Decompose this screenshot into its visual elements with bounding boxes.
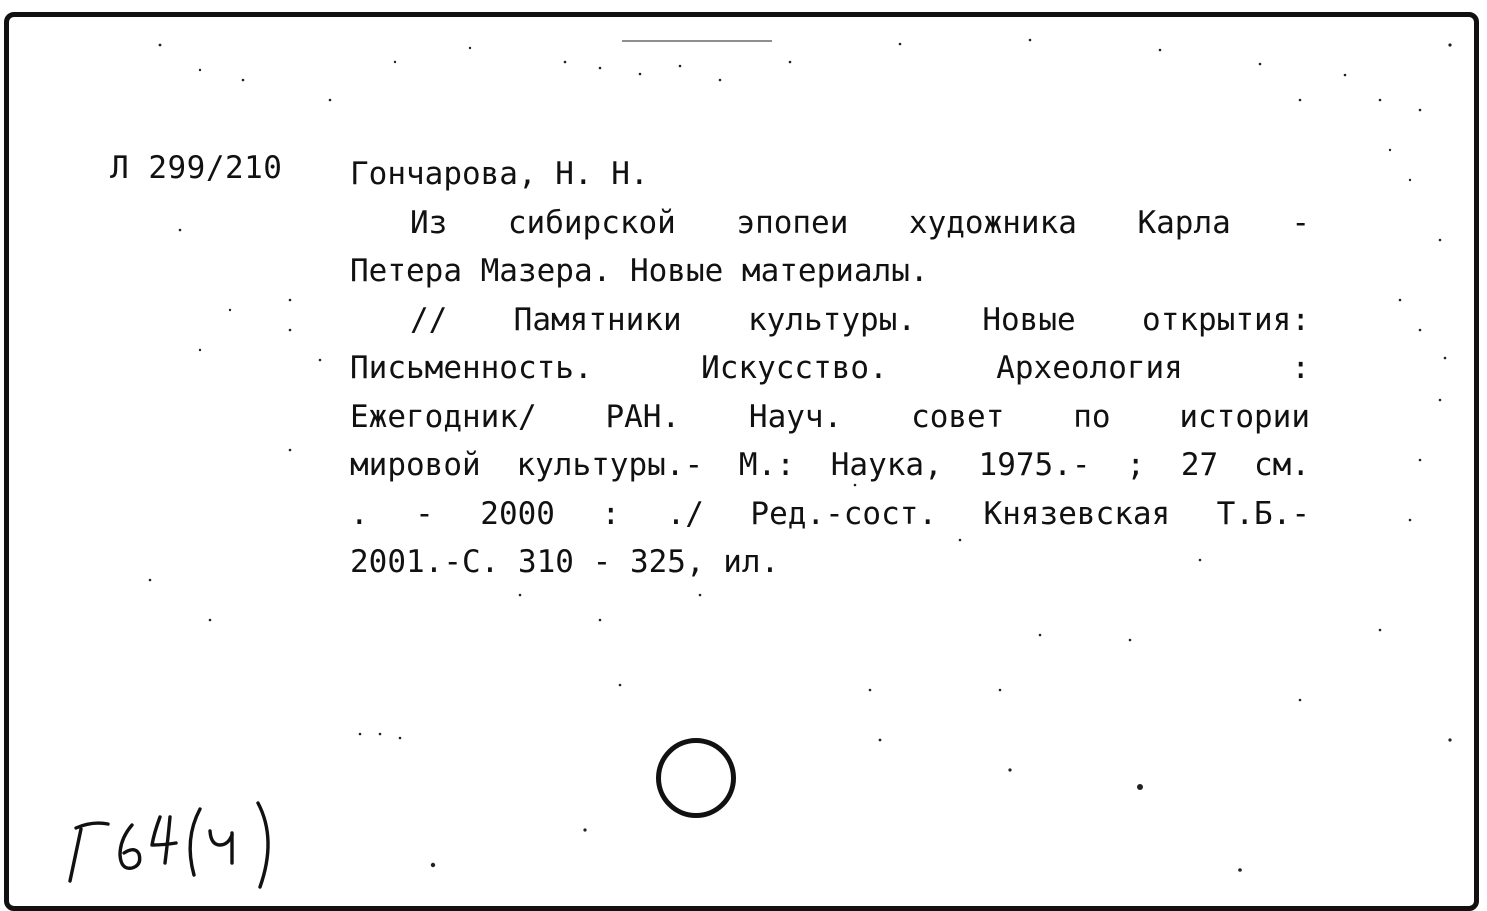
source-line-5: . - 2000 : ./ Ред.-сост. Князевская Т.Б.- — [350, 495, 1310, 532]
bibliographic-entry — [350, 150, 1310, 587]
title-line-2: Петера Мазера. Новые материалы. — [350, 253, 929, 289]
shelfmark: Л 299/210 — [110, 150, 283, 186]
author-line: Гончарова, Н. Н. — [350, 156, 649, 192]
punch-hole — [656, 738, 736, 818]
pages-line: 2001.-С. 310 - 325, ил. — [350, 544, 780, 580]
scan-artifact-rule — [622, 40, 772, 42]
handwritten-note — [62, 795, 292, 890]
source-line-2: Письменность. Искусство. Археология : — [350, 350, 1310, 386]
source-line-4: мировой культуры.- М.: Наука, 1975.- ; 27 см. — [350, 447, 1310, 483]
source-line-3: Ежегодник/ РАН. Науч. совет по истории — [350, 398, 1310, 435]
source-line-1: // Памятники культуры. Новые открытия: — [410, 301, 1310, 338]
title-line-1: Из сибирской эпопеи художника Карла - — [410, 204, 1310, 241]
